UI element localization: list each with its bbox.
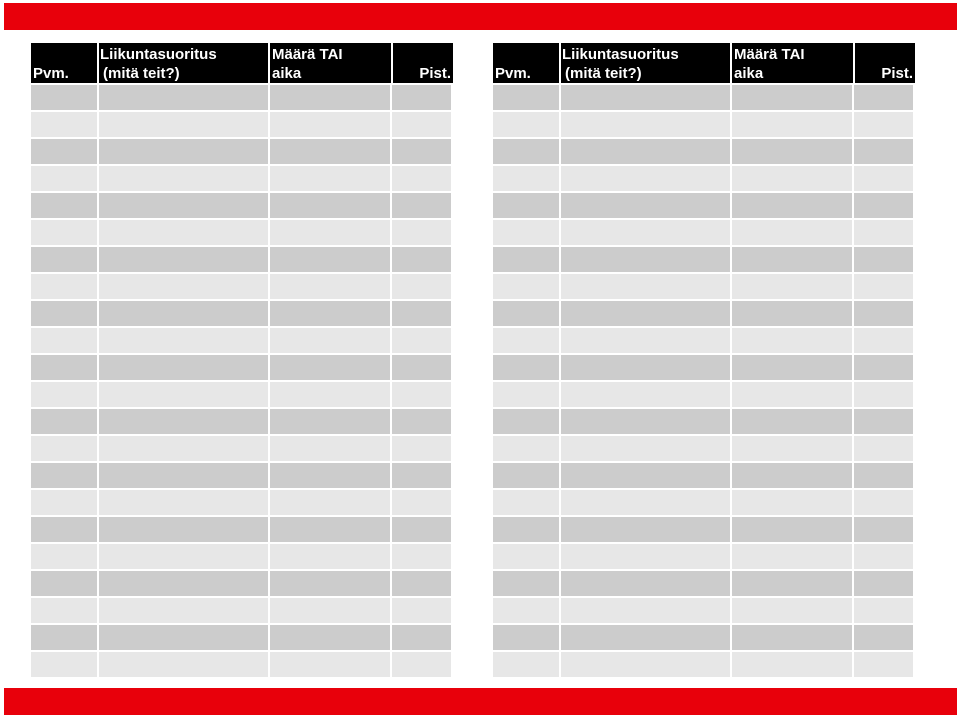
table-row xyxy=(493,138,915,165)
cell-points[interactable] xyxy=(392,166,451,191)
cell-activity[interactable] xyxy=(99,301,268,326)
cell-date[interactable] xyxy=(31,112,97,137)
table-row xyxy=(31,408,453,435)
cell-amount[interactable] xyxy=(270,166,390,191)
cell-amount[interactable] xyxy=(270,463,390,488)
cell-activity[interactable] xyxy=(99,220,268,245)
cell-activity[interactable] xyxy=(561,625,730,650)
cell-amount[interactable] xyxy=(732,517,852,542)
bottom-red-band xyxy=(4,688,957,715)
cell-activity[interactable] xyxy=(561,355,730,380)
cell-points[interactable] xyxy=(392,220,451,245)
cell-amount[interactable] xyxy=(732,652,852,677)
cell-activity[interactable] xyxy=(99,112,268,137)
table-row xyxy=(493,489,915,516)
table-row xyxy=(493,516,915,543)
cell-amount[interactable] xyxy=(732,409,852,434)
table-body xyxy=(493,84,915,678)
table-row xyxy=(31,543,453,570)
table-row xyxy=(493,651,915,678)
cell-date[interactable] xyxy=(493,166,559,191)
cell-activity[interactable] xyxy=(561,652,730,677)
cell-amount[interactable] xyxy=(732,355,852,380)
table-row xyxy=(31,111,453,138)
cell-points[interactable] xyxy=(854,625,913,650)
cell-activity[interactable] xyxy=(561,85,730,110)
cell-date[interactable] xyxy=(493,544,559,569)
cell-points[interactable] xyxy=(854,463,913,488)
cell-date[interactable] xyxy=(31,328,97,353)
cell-activity[interactable] xyxy=(561,544,730,569)
header-divider xyxy=(559,43,561,83)
table-row xyxy=(493,624,915,651)
table-row xyxy=(493,327,915,354)
cell-points[interactable] xyxy=(854,139,913,164)
cell-points[interactable] xyxy=(854,436,913,461)
cell-points[interactable] xyxy=(392,85,451,110)
header-activity: Liikuntasuoritus (mitä teit?) xyxy=(562,46,679,82)
table-row xyxy=(493,246,915,273)
cell-activity[interactable] xyxy=(99,193,268,218)
table-row xyxy=(31,624,453,651)
cell-activity[interactable] xyxy=(99,409,268,434)
cell-points[interactable] xyxy=(854,382,913,407)
header-amount: Määrä TAI aika xyxy=(272,46,343,82)
cell-date[interactable] xyxy=(493,247,559,272)
cell-activity[interactable] xyxy=(99,436,268,461)
cell-amount[interactable] xyxy=(270,139,390,164)
cell-amount[interactable] xyxy=(270,652,390,677)
cell-date[interactable] xyxy=(31,274,97,299)
cell-activity[interactable] xyxy=(561,139,730,164)
table-row xyxy=(493,462,915,489)
cell-date[interactable] xyxy=(31,139,97,164)
cell-amount[interactable] xyxy=(732,247,852,272)
cell-amount[interactable] xyxy=(732,463,852,488)
table-row xyxy=(493,381,915,408)
cell-activity[interactable] xyxy=(561,301,730,326)
cell-amount[interactable] xyxy=(270,328,390,353)
cell-activity[interactable] xyxy=(561,463,730,488)
table-row xyxy=(31,138,453,165)
cell-points[interactable] xyxy=(392,139,451,164)
cell-date[interactable] xyxy=(31,193,97,218)
cell-points[interactable] xyxy=(854,544,913,569)
cell-activity[interactable] xyxy=(99,490,268,515)
table-header xyxy=(493,43,915,83)
cell-activity[interactable] xyxy=(561,571,730,596)
header-points: Pist. xyxy=(881,65,913,82)
exercise-log-table-left xyxy=(31,43,453,675)
cell-amount[interactable] xyxy=(270,409,390,434)
table-row xyxy=(493,435,915,462)
cell-activity[interactable] xyxy=(561,490,730,515)
cell-activity[interactable] xyxy=(561,247,730,272)
cell-activity[interactable] xyxy=(99,355,268,380)
table-row xyxy=(31,84,453,111)
cell-points[interactable] xyxy=(392,382,451,407)
cell-amount[interactable] xyxy=(270,571,390,596)
cell-points[interactable] xyxy=(392,463,451,488)
cell-date[interactable] xyxy=(31,544,97,569)
cell-activity[interactable] xyxy=(561,436,730,461)
cell-points[interactable] xyxy=(854,652,913,677)
cell-date[interactable] xyxy=(31,247,97,272)
cell-points[interactable] xyxy=(854,490,913,515)
cell-amount[interactable] xyxy=(732,220,852,245)
table-body xyxy=(31,84,453,678)
cell-points[interactable] xyxy=(392,193,451,218)
cell-amount[interactable] xyxy=(732,85,852,110)
table-row xyxy=(493,543,915,570)
cell-points[interactable] xyxy=(854,355,913,380)
cell-points[interactable] xyxy=(392,247,451,272)
cell-date[interactable] xyxy=(493,301,559,326)
exercise-log-table-right xyxy=(493,43,915,675)
table-row xyxy=(31,516,453,543)
cell-activity[interactable] xyxy=(561,274,730,299)
cell-activity[interactable] xyxy=(561,166,730,191)
cell-points[interactable] xyxy=(392,598,451,623)
cell-activity[interactable] xyxy=(561,409,730,434)
cell-date[interactable] xyxy=(493,274,559,299)
cell-amount[interactable] xyxy=(270,517,390,542)
cell-date[interactable] xyxy=(493,355,559,380)
table-row xyxy=(31,192,453,219)
cell-amount[interactable] xyxy=(732,166,852,191)
cell-amount[interactable] xyxy=(270,544,390,569)
cell-points[interactable] xyxy=(392,625,451,650)
cell-amount[interactable] xyxy=(732,139,852,164)
cell-amount[interactable] xyxy=(732,544,852,569)
table-header xyxy=(31,43,453,83)
cell-points[interactable] xyxy=(854,247,913,272)
table-row xyxy=(31,354,453,381)
cell-points[interactable] xyxy=(392,571,451,596)
cell-activity[interactable] xyxy=(561,598,730,623)
table-row xyxy=(31,597,453,624)
table-row xyxy=(493,165,915,192)
cell-amount[interactable] xyxy=(732,193,852,218)
cell-date[interactable] xyxy=(31,490,97,515)
cell-activity[interactable] xyxy=(99,328,268,353)
cell-date[interactable] xyxy=(493,139,559,164)
cell-date[interactable] xyxy=(493,652,559,677)
cell-points[interactable] xyxy=(392,301,451,326)
cell-points[interactable] xyxy=(854,274,913,299)
cell-activity[interactable] xyxy=(561,220,730,245)
cell-amount[interactable] xyxy=(270,112,390,137)
table-row xyxy=(493,273,915,300)
cell-points[interactable] xyxy=(854,328,913,353)
table-row xyxy=(31,300,453,327)
header-points: Pist. xyxy=(419,65,451,82)
cell-date[interactable] xyxy=(31,517,97,542)
cell-date[interactable] xyxy=(31,85,97,110)
table-row xyxy=(31,435,453,462)
cell-date[interactable] xyxy=(31,220,97,245)
cell-points[interactable] xyxy=(854,409,913,434)
cell-activity[interactable] xyxy=(99,544,268,569)
cell-date[interactable] xyxy=(493,193,559,218)
table-row xyxy=(31,489,453,516)
cell-date[interactable] xyxy=(31,571,97,596)
cell-amount[interactable] xyxy=(270,301,390,326)
cell-amount[interactable] xyxy=(732,328,852,353)
table-row xyxy=(31,246,453,273)
top-red-band xyxy=(4,3,957,30)
cell-points[interactable] xyxy=(392,112,451,137)
table-row xyxy=(493,570,915,597)
cell-points[interactable] xyxy=(392,544,451,569)
cell-date[interactable] xyxy=(31,598,97,623)
cell-points[interactable] xyxy=(854,85,913,110)
header-divider xyxy=(730,43,732,83)
table-row xyxy=(493,597,915,624)
cell-amount[interactable] xyxy=(270,490,390,515)
cell-points[interactable] xyxy=(854,301,913,326)
cell-date[interactable] xyxy=(31,625,97,650)
cell-amount[interactable] xyxy=(270,220,390,245)
cell-activity[interactable] xyxy=(561,382,730,407)
cell-date[interactable] xyxy=(493,382,559,407)
cell-points[interactable] xyxy=(854,193,913,218)
cell-amount[interactable] xyxy=(732,112,852,137)
cell-date[interactable] xyxy=(31,382,97,407)
cell-points[interactable] xyxy=(854,598,913,623)
header-divider xyxy=(268,43,270,83)
header-date: Pvm. xyxy=(33,65,69,82)
cell-points[interactable] xyxy=(854,112,913,137)
cell-date[interactable] xyxy=(493,112,559,137)
cell-points[interactable] xyxy=(392,274,451,299)
cell-date[interactable] xyxy=(493,85,559,110)
cell-date[interactable] xyxy=(31,166,97,191)
table-row xyxy=(493,408,915,435)
cell-amount[interactable] xyxy=(732,490,852,515)
cell-points[interactable] xyxy=(854,517,913,542)
table-row xyxy=(493,84,915,111)
cell-date[interactable] xyxy=(493,625,559,650)
cell-activity[interactable] xyxy=(99,463,268,488)
table-row xyxy=(493,219,915,246)
cell-activity[interactable] xyxy=(99,517,268,542)
cell-activity[interactable] xyxy=(99,652,268,677)
cell-points[interactable] xyxy=(392,328,451,353)
cell-activity[interactable] xyxy=(99,571,268,596)
cell-activity[interactable] xyxy=(99,247,268,272)
cell-date[interactable] xyxy=(31,436,97,461)
cell-date[interactable] xyxy=(31,652,97,677)
table-row xyxy=(493,192,915,219)
cell-points[interactable] xyxy=(392,409,451,434)
cell-amount[interactable] xyxy=(732,625,852,650)
cell-amount[interactable] xyxy=(270,436,390,461)
cell-date[interactable] xyxy=(493,598,559,623)
cell-date[interactable] xyxy=(493,220,559,245)
cell-activity[interactable] xyxy=(99,166,268,191)
cell-date[interactable] xyxy=(31,301,97,326)
table-row xyxy=(493,354,915,381)
cell-amount[interactable] xyxy=(270,598,390,623)
table-row xyxy=(31,327,453,354)
cell-activity[interactable] xyxy=(561,193,730,218)
header-activity: Liikuntasuoritus (mitä teit?) xyxy=(100,46,217,82)
cell-date[interactable] xyxy=(493,436,559,461)
table-row xyxy=(31,462,453,489)
cell-activity[interactable] xyxy=(99,382,268,407)
cell-date[interactable] xyxy=(493,409,559,434)
cell-date[interactable] xyxy=(31,463,97,488)
cell-activity[interactable] xyxy=(561,517,730,542)
table-row xyxy=(31,273,453,300)
cell-activity[interactable] xyxy=(99,625,268,650)
cell-activity[interactable] xyxy=(99,139,268,164)
cell-amount[interactable] xyxy=(270,274,390,299)
cell-date[interactable] xyxy=(31,409,97,434)
cell-amount[interactable] xyxy=(732,571,852,596)
cell-activity[interactable] xyxy=(99,598,268,623)
header-divider xyxy=(97,43,99,83)
cell-amount[interactable] xyxy=(270,247,390,272)
header-date: Pvm. xyxy=(495,65,531,82)
cell-amount[interactable] xyxy=(732,301,852,326)
table-row xyxy=(31,219,453,246)
cell-date[interactable] xyxy=(493,490,559,515)
cell-points[interactable] xyxy=(392,490,451,515)
cell-points[interactable] xyxy=(854,571,913,596)
cell-date[interactable] xyxy=(493,463,559,488)
table-row xyxy=(31,651,453,678)
cell-amount[interactable] xyxy=(270,355,390,380)
cell-amount[interactable] xyxy=(732,382,852,407)
cell-date[interactable] xyxy=(493,328,559,353)
cell-points[interactable] xyxy=(392,436,451,461)
header-divider xyxy=(391,43,393,83)
cell-date[interactable] xyxy=(31,355,97,380)
cell-activity[interactable] xyxy=(561,112,730,137)
cell-amount[interactable] xyxy=(270,625,390,650)
cell-activity[interactable] xyxy=(99,274,268,299)
cell-points[interactable] xyxy=(392,355,451,380)
cell-amount[interactable] xyxy=(270,85,390,110)
cell-points[interactable] xyxy=(392,652,451,677)
header-amount: Määrä TAI aika xyxy=(734,46,805,82)
table-row xyxy=(31,381,453,408)
header-divider xyxy=(853,43,855,83)
table-row xyxy=(31,570,453,597)
table-row xyxy=(493,111,915,138)
cell-activity[interactable] xyxy=(561,328,730,353)
cell-date[interactable] xyxy=(493,517,559,542)
cell-amount[interactable] xyxy=(732,598,852,623)
cell-points[interactable] xyxy=(854,220,913,245)
cell-amount[interactable] xyxy=(270,382,390,407)
cell-activity[interactable] xyxy=(99,85,268,110)
cell-date[interactable] xyxy=(493,571,559,596)
cell-amount[interactable] xyxy=(732,274,852,299)
table-row xyxy=(31,165,453,192)
cell-points[interactable] xyxy=(854,166,913,191)
cell-amount[interactable] xyxy=(270,193,390,218)
cell-points[interactable] xyxy=(392,517,451,542)
table-row xyxy=(493,300,915,327)
cell-amount[interactable] xyxy=(732,436,852,461)
